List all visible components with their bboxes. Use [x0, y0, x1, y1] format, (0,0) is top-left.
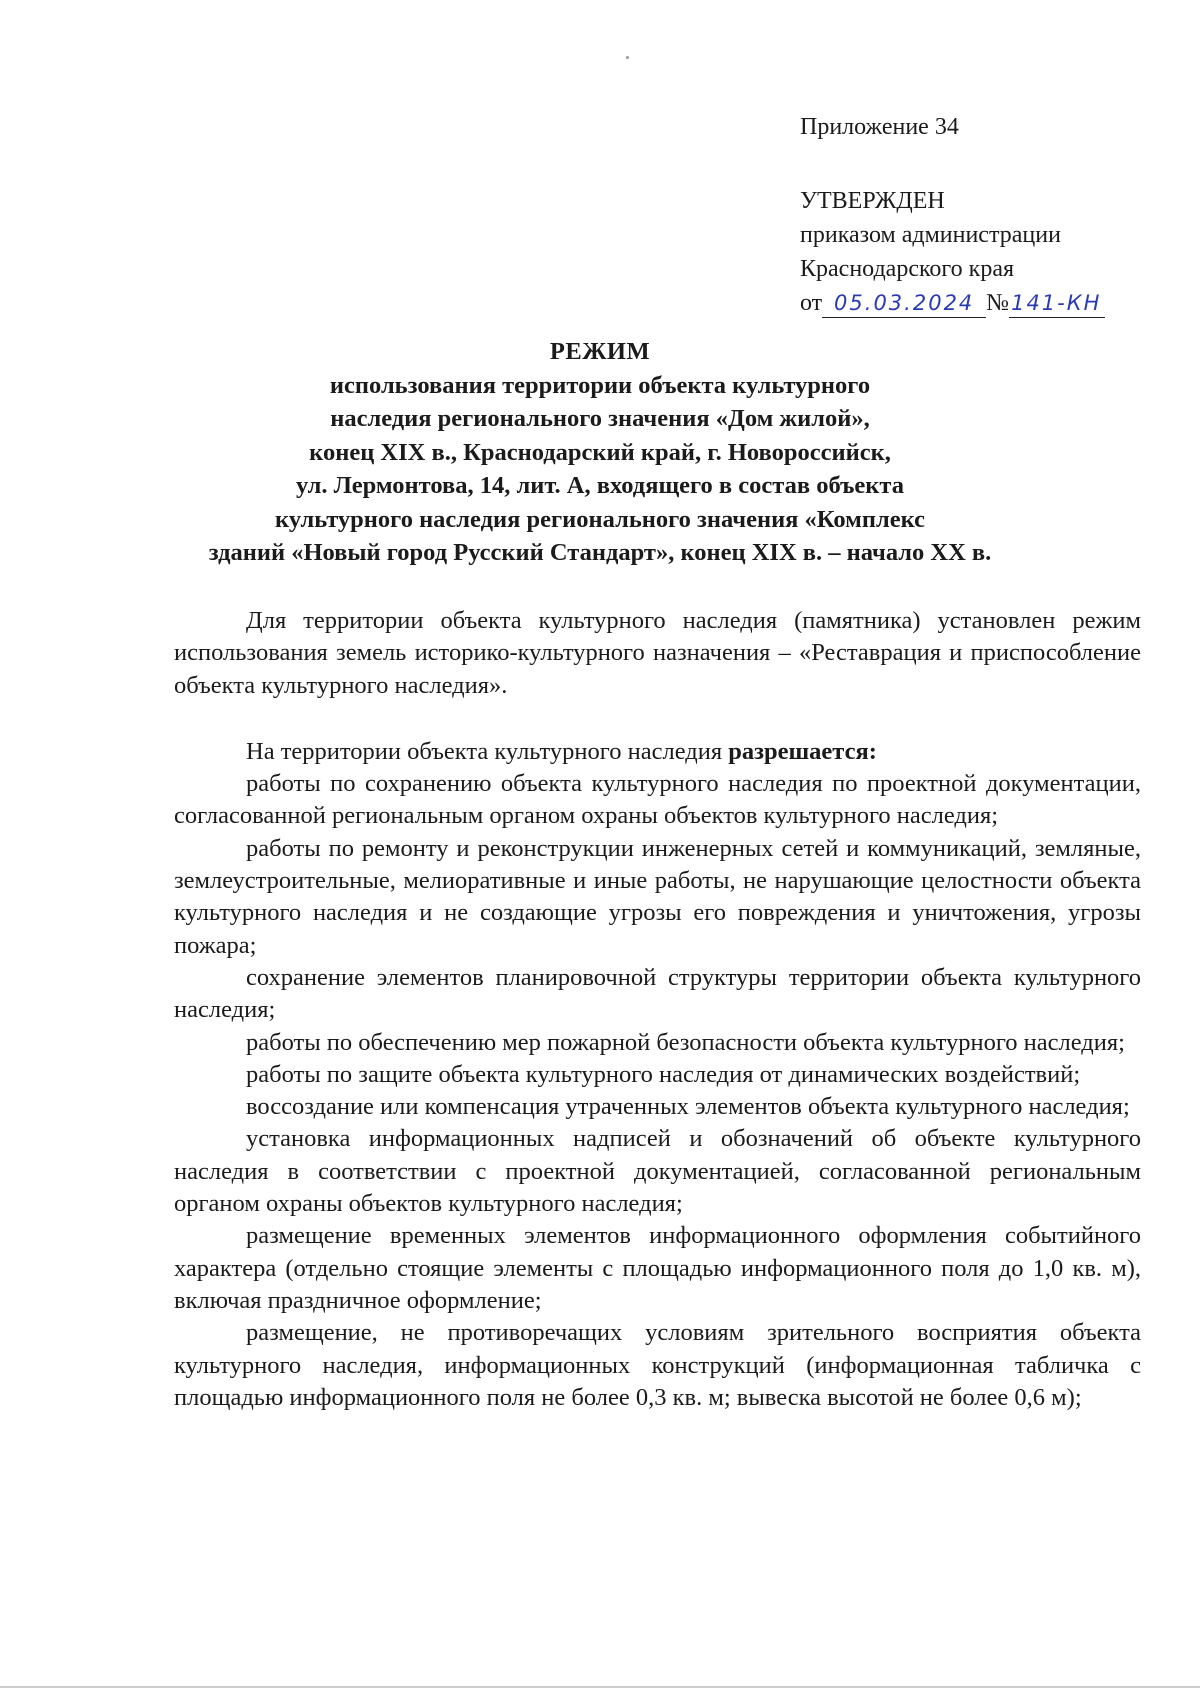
permitted-item: установка информационных надписей и обозначений об объекте культурного наследия в соответствии с проектной документацией, согласованной региональным органом охраны объектов культурного наследия;: [174, 1125, 1141, 1218]
title-line: наследия регионального значения «Дом жилой»,: [330, 405, 870, 432]
title-line: конец XIX в., Краснодарский край, г. Новороссийск,: [309, 438, 891, 466]
document-title: [150, 335, 1050, 570]
from-label: от: [800, 290, 823, 316]
handwritten-date: 05.03.2024: [822, 289, 986, 318]
permitted-item: работы по сохранению объекта культурного наследия по проектной документации, согласованной региональным органом охраны объектов культурного наследия;: [174, 770, 1141, 830]
number-label: №: [986, 290, 1010, 316]
scan-bottom-edge: [0, 1686, 1200, 1688]
scan-speck: [626, 56, 629, 59]
permitted-item: размещение временных элементов информационного оформления событийного характера (отдельно стоящие элементы с площадью информационного поля до 1,0 кв. м), включая праздничное оформление;: [174, 1222, 1141, 1314]
permitted-lead-text: На территории объекта культурного наследия: [246, 737, 729, 765]
title-line: ул. Лермонтова, 14, лит. А, входящего в состав объекта: [296, 472, 904, 499]
approval-block: [800, 110, 1160, 320]
order-reference: [800, 286, 1160, 320]
approval-line-1: приказом администрации: [800, 222, 1061, 248]
intro-paragraph: Для территории объекта культурного наследия (памятника) установлен режим использования земель историко-культурного назначения – «Реставрация и приспособление объекта культурного наследия».: [174, 607, 1141, 699]
permitted-item: работы по обеспечению мер пожарной безопасности объекта культурного наследия;: [246, 1028, 1125, 1056]
title-heading: РЕЖИМ: [549, 338, 651, 365]
permitted-item: сохранение элементов планировочной структуры территории объекта культурного наследия;: [174, 963, 1141, 1024]
handwritten-order-number: 141-КН: [1009, 289, 1105, 318]
title-line: культурного наследия регионального значения «Комплекс: [275, 505, 925, 533]
approved-label: УТВЕРЖДЕН: [800, 188, 945, 214]
title-line: зданий «Новый город Русский Стандарт», конец XIX в. – начало XX в.: [208, 539, 992, 566]
permitted-item: работы по ремонту и реконструкции инженерных сетей и коммуникаций, земляные, землеустроительные, мелиоративные и иные работы, не нарушающие целостности объекта культурного наследия и не создающие угрозы его повреждения и уничтожения, угрозы пожара;: [174, 834, 1141, 959]
permitted-lead-bold: разрешается:: [728, 737, 877, 765]
document-body: [174, 605, 1141, 1414]
permitted-lead: [174, 736, 1141, 768]
title-line: использования территории объекта культурного: [329, 371, 871, 399]
permitted-item: работы по защите объекта культурного наследия от динамических воздействий;: [246, 1060, 1081, 1088]
permitted-item: размещение, не противоречащих условиям зрительного восприятия объекта культурного наследия, информационных конструкций (информационная табличка с площадью информационного поля не более 0,3 кв. м; вывеска высотой не более 0,6 м);: [174, 1319, 1141, 1411]
approval-line-2: Краснодарского края: [800, 256, 1015, 282]
permitted-item: воссоздание или компенсация утраченных элементов объекта культурного наследия;: [246, 1093, 1130, 1121]
appendix-label: Приложение 34: [800, 114, 959, 140]
